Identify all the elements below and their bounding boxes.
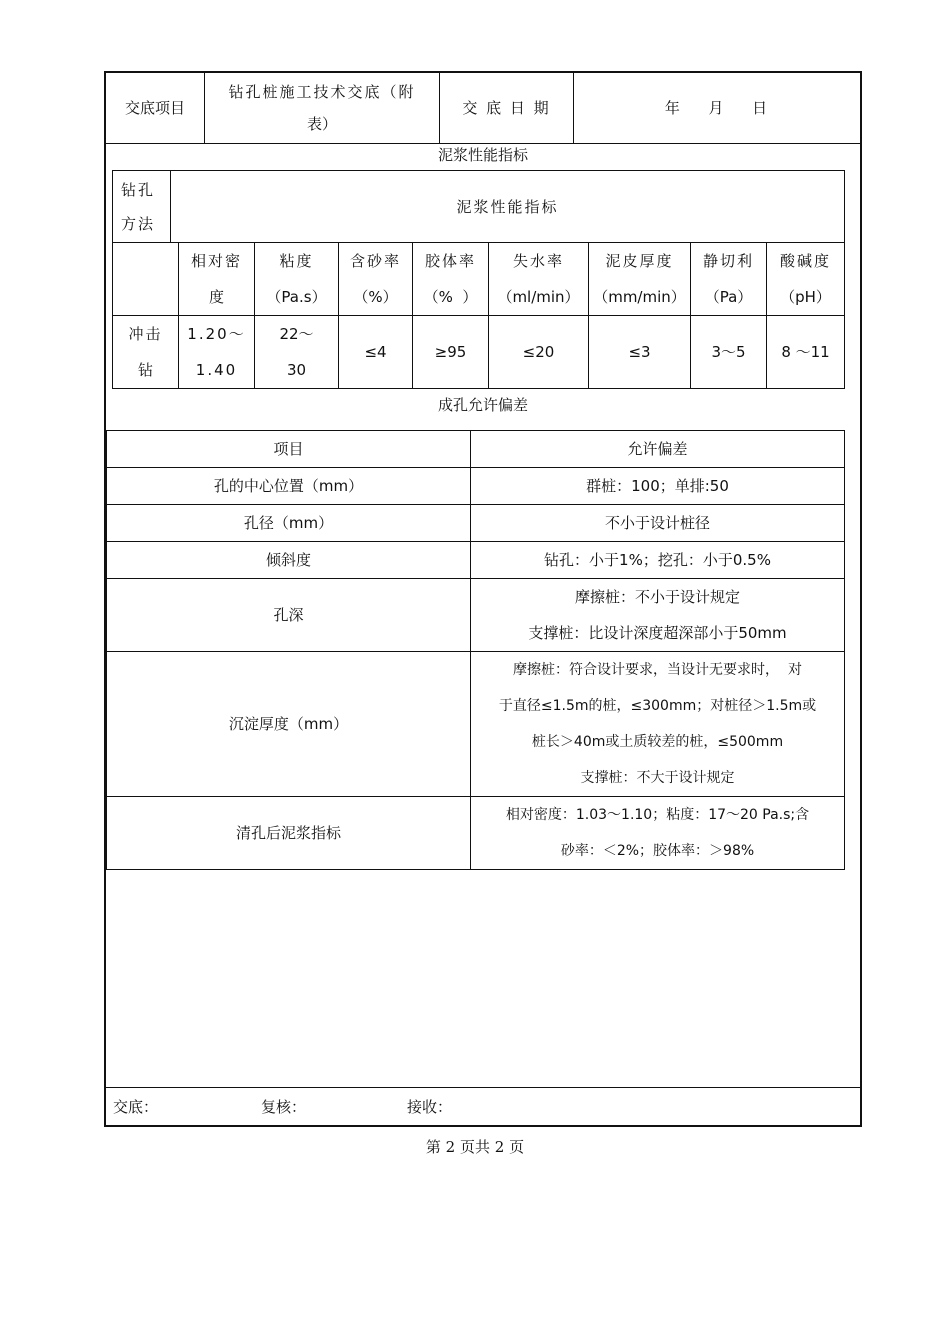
column-mud-cake: 泥皮厚度 （mm/min） <box>589 243 691 316</box>
row-tolerance: 相对密度：1.03～1.10；粘度：17～20 Pa.s;含 砂率：＜2%；胶体率：＞98% <box>471 797 845 870</box>
row-item: 孔径（mm） <box>107 505 471 542</box>
table-row <box>107 468 845 505</box>
handover-label: 交底： <box>113 1098 159 1116</box>
empty-cell <box>113 243 179 316</box>
header-tolerance: 允许偏差 <box>471 431 845 468</box>
project-value: 钻孔桩施工技术交底（附 表） <box>228 83 416 133</box>
row-item: 沉淀厚度（mm） <box>107 652 471 797</box>
table-row <box>107 542 845 579</box>
table-row <box>107 652 845 797</box>
row-tolerance: 摩擦桩：不小于设计规定 支撑桩：比设计深度超深部小于50mm <box>471 579 845 652</box>
row-tolerance: 摩擦桩：符合设计要求，当设计无要求时， 对 于直径≤1.5m的桩，≤300mm；对桩径＞1.5m或 桩长＞40m或土质较差的桩，≤500mm 支撑桩：不大于设计规定 <box>471 652 845 797</box>
method-label: 钻孔 方法 <box>113 171 171 243</box>
column-viscosity: 粘度 （Pa.s） <box>255 243 339 316</box>
table-row <box>107 797 845 870</box>
mud-section-title: 泥浆性能指标 <box>437 146 528 164</box>
page-number: 第 2 页共 2 页 <box>425 1138 525 1156</box>
project-label: 交底项目 <box>124 99 185 117</box>
review-label: 复核： <box>261 1098 307 1116</box>
column-density: 相对密 度 <box>179 243 255 316</box>
table-row <box>107 505 845 542</box>
mud-column-row <box>113 243 845 316</box>
value-viscosity: 22～ 30 <box>255 316 339 389</box>
value-water-loss: ≤20 <box>489 316 589 389</box>
value-colloid-rate: ≥95 <box>413 316 489 389</box>
value-sand-content: ≤4 <box>339 316 413 389</box>
value-static-shear: 3～5 <box>691 316 767 389</box>
row-item: 清孔后泥浆指标 <box>107 797 471 870</box>
row-tolerance: 不小于设计桩径 <box>471 505 845 542</box>
value-mud-cake: ≤3 <box>589 316 691 389</box>
row-item: 孔深 <box>107 579 471 652</box>
indicator-header: 泥浆性能指标 <box>171 171 845 243</box>
mud-header-row <box>113 171 845 243</box>
column-ph: 酸碱度 （pH） <box>767 243 845 316</box>
hole-tolerance-table <box>106 430 845 870</box>
row-tolerance: 钻孔：小于1%；挖孔：小于0.5% <box>471 542 845 579</box>
row-tolerance: 群桩：100；单排:50 <box>471 468 845 505</box>
header-item: 项目 <box>107 431 471 468</box>
column-water-loss: 失水率 （ml/min） <box>489 243 589 316</box>
value-ph: 8 ～11 <box>767 316 845 389</box>
hole-header-row <box>107 431 845 468</box>
row-item: 倾斜度 <box>107 542 471 579</box>
date-value: 年 月 日 <box>664 99 768 117</box>
hole-section-title: 成孔允许偏差 <box>437 396 528 414</box>
column-static-shear: 静切利 （Pa） <box>691 243 767 316</box>
mud-data-row <box>113 316 845 389</box>
row-item: 孔的中心位置（mm） <box>107 468 471 505</box>
receive-label: 接收： <box>407 1098 453 1116</box>
table-row <box>107 579 845 652</box>
method-percussion: 冲击 钻 <box>113 316 179 389</box>
footer-line <box>104 1087 860 1088</box>
value-density: 1.20～ 1.40 <box>179 316 255 389</box>
date-label: 交 底 日 期 <box>462 99 551 117</box>
mud-table <box>112 170 845 389</box>
column-sand-content: 含砂率 （%） <box>339 243 413 316</box>
column-colloid-rate: 胶体率 （% ） <box>413 243 489 316</box>
